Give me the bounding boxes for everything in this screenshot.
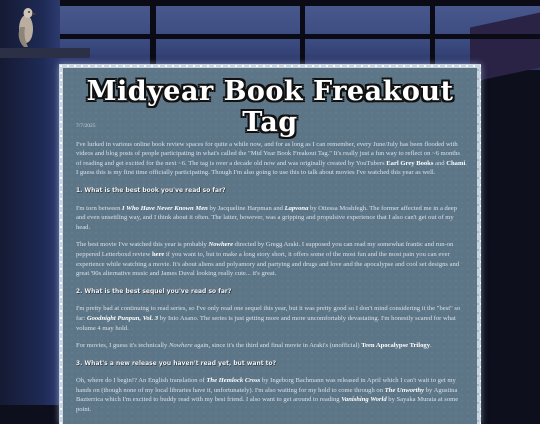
movie-title: Nowhere — [208, 241, 234, 249]
teen-apocalypse-trilogy-link[interactable]: Teen Apocalypse Trilogy — [361, 342, 430, 350]
book-title: The Unworthy — [384, 386, 425, 394]
answer-3-book: Oh, where do I begin!? An English translation of The Hemlock Cross by Ingeborg Bachmann was released in April which I can't wait to get my hands on (though none of my local libraries have it, unfortunately). I'm also waiting for my hold to come through on The Unworthy by Agustina Bazterrica which I'm excited to buddy read with my best friend. I also want to get around to reading Vanishing World by Sayaka Murata at some point. — [76, 377, 459, 414]
post-title: Midyear Book Freakout Tag — [86, 76, 454, 138]
answer-2-book: I'm pretty bad at continuing to read series, so I've only read one sequel this year, but it was pretty good so I don't mind considering it the "best" so far: Goodnight Punpun, Vol. 3 by Inio Asano. The series is just getting more and more uncomfortably devastating. I'm honestly scared for what volume 4 may hold. — [76, 305, 461, 332]
post-date: 7/7/2025 — [76, 123, 96, 129]
book-title: The Hemlock Cross — [206, 377, 261, 385]
blog-post-panel — [59, 64, 481, 424]
window-shade — [0, 0, 60, 405]
book-title: I Who Have Never Known Men — [122, 204, 208, 212]
question-2-heading: 2. What is the best sequel you've read so far? — [76, 287, 232, 295]
chami-link[interactable]: Chami — [446, 159, 466, 167]
window-sill — [0, 48, 90, 58]
answer-1-movie: The best movie I've watched this year is probably Nowhere directed by Gregg Araki. I supposed you can read my somewhat frantic and run-on peppered Letterboxd review here if you want to, but to make a long story short, it offers some of the most fun and the most pain you can ever experience while watching a movie. It's about aliens and polyamory and partying and drugs and love and the apocalypse and cool set designs and great '90s alternative music and James Duval looking really cute... it's great. — [76, 241, 460, 278]
dove-icon — [14, 5, 38, 49]
question-3-heading: 3. What's a new release you haven't read yet, but want to? — [76, 359, 277, 367]
question-1-heading: 1. What is the best book you've read so far? — [76, 186, 226, 194]
window-frame-rail — [40, 34, 540, 39]
answer-2-movie: For movies, I guess it's technically Nowhere again, since it's the third and final movie in Araki's (unofficial) Teen Apocalypse Trilogy. — [76, 342, 432, 350]
earl-grey-books-link[interactable]: Earl Grey Books — [386, 159, 434, 167]
book-title: Lapvona — [284, 204, 309, 212]
answer-1-book: I'm torn between I Who Have Never Known Men by Jacqueline Harpman and Lapvona by Ottessa Moshfegh. The former affected me in a deep and even unsettling way, and I think about it often. The latter, however, was a gripping and propulsive experience that I also can't get out of my head. — [76, 204, 457, 231]
window-frame-top — [40, 0, 540, 6]
intro-text: and — [433, 159, 447, 167]
book-title: Vanishing World — [341, 396, 387, 404]
book-title: Goodnight Punpun, Vol. 3 — [86, 314, 159, 322]
movie-title: Nowhere — [168, 342, 193, 350]
intro-paragraph — [76, 140, 467, 178]
post-body — [63, 68, 477, 424]
post-content — [76, 122, 467, 423]
intro-text: . I guess this is my first time officially participating. Though I'm also going to use this to talk about movies I've watched this year as well. — [76, 159, 467, 177]
letterboxd-review-link[interactable]: here — [151, 250, 165, 258]
intro-text: I've lurked in various online book review spaces for quite a while now, and for as long as I can remember, every June/July has been flooded with videos and blog posts of people participating in what's called the "Mid Year Book Freakout Tag." It's really just a fun way to reflect on ~6 months of reading and get excited for the next ~6. The tag is over a decade old now and was originally created by YouTubers — [76, 140, 460, 167]
